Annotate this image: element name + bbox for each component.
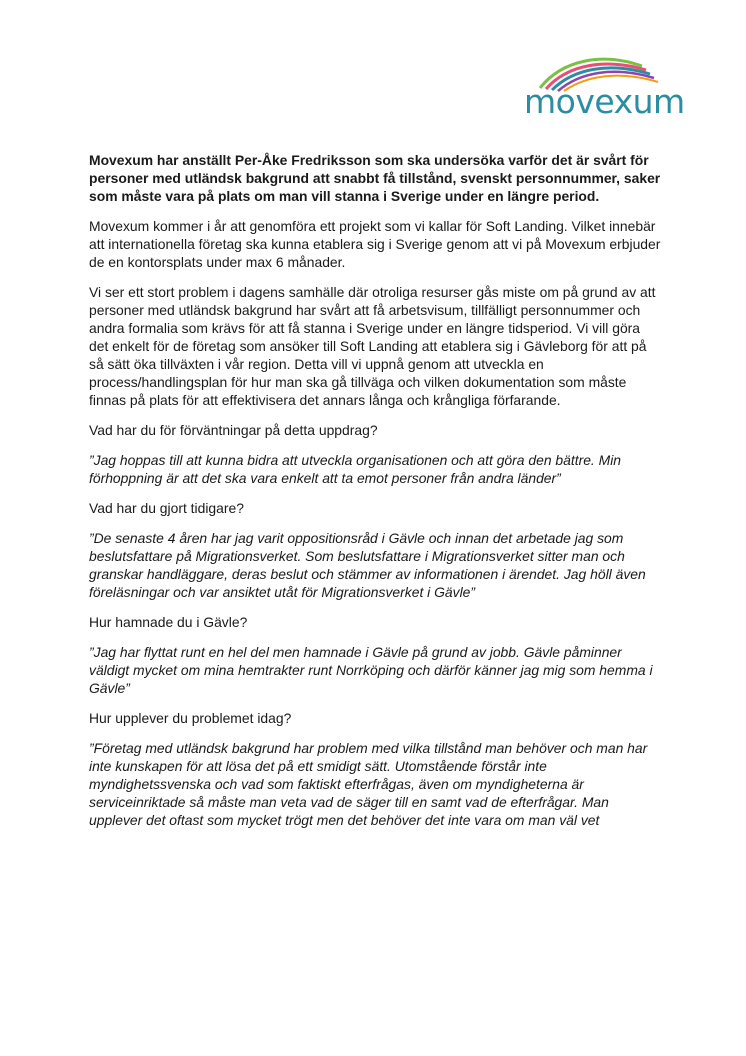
intro-paragraph: Movexum kommer i år att genomföra ett projekt som vi kallar för Soft Landing. Vilket innebär att internationella företag ska kunna etablera sig i Sverige genom att vi på Movexum erbjuder de en kontorsplats under max 6 månader. xyxy=(89,218,661,270)
interview-question: Hur hamnade du i Gävle? xyxy=(89,614,248,630)
movexum-logo xyxy=(522,52,685,124)
article-headline: Movexum har anställt Per-Åke Fredriksson som ska undersöka varför det är svårt för personer med utländsk bakgrund att snabbt få tillstånd, svenskt personnummer, saker som måste vara på plats om man vill stanna i Sverige under en längre period. xyxy=(89,152,661,204)
logo-wordmark: movexum xyxy=(524,82,685,121)
interview-answer: ”De senaste 4 åren har jag varit oppositionsråd i Gävle och innan det arbetade jag som beslutsfattare på Migrationsverket. Som beslutsfattare i Migrationsverket sitter man och granskar handläggare, deras beslut och stämmer av informationen i ärendet. Jag höll även föreläsningar och var ansiktet utåt för Migrationsverket i Gävle” xyxy=(89,530,646,600)
article-body xyxy=(89,151,661,841)
problem-paragraph: Vi ser ett stort problem i dagens samhälle där otroliga resurser gås miste om på grund av att personer med utländsk bakgrund har svårt att få arbetsvisum, tillfälligt personnummer och andra formalia som krävs för att få stanna i Sverige under en längre tidsperiod. Vi vill göra det enkelt för de företag som ansöker till Soft Landing att etablera sig i Gävleborg för att på så sätt öka tillväxten i vår region. Detta vill vi uppnå genom att utveckla en process/handlingsplan för hur man ska gå tillväga och vilken dokumentation som måste finnas på plats för att effektivisera det annars långa och krångliga förfarande. xyxy=(89,284,656,408)
interview-question: Vad har du för förväntningar på detta uppdrag? xyxy=(89,422,378,438)
interview-question: Vad har du gjort tidigare? xyxy=(89,500,244,516)
interview-answer: ”Företag med utländsk bakgrund har problem med vilka tillstånd man behöver och man har inte kunskapen för att lösa det på ett smidigt sätt. Utomstående förstår inte myndighetssvenska och vad som faktiskt efterfrågas, även om myndigheterna är serviceinriktade så måste man veta vad de säger till en samt vad de efterfrågar. Man upplever det oftast som mycket trögt men det behöver det inte vara om man väl vet xyxy=(89,740,648,828)
interview-answer: ”Jag har flyttat runt en hel del men hamnade i Gävle på grund av jobb. Gävle påminner väldigt mycket om mina hemtrakter runt Norrköping och därför känner jag mig som hemma i Gävle” xyxy=(89,644,653,696)
interview-question: Hur upplever du problemet idag? xyxy=(89,710,292,726)
interview-answer: ”Jag hoppas till att kunna bidra att utveckla organisationen och att göra den bättre. Min förhoppning är att det ska vara enkelt att ta emot personer från andra länder” xyxy=(89,452,622,486)
